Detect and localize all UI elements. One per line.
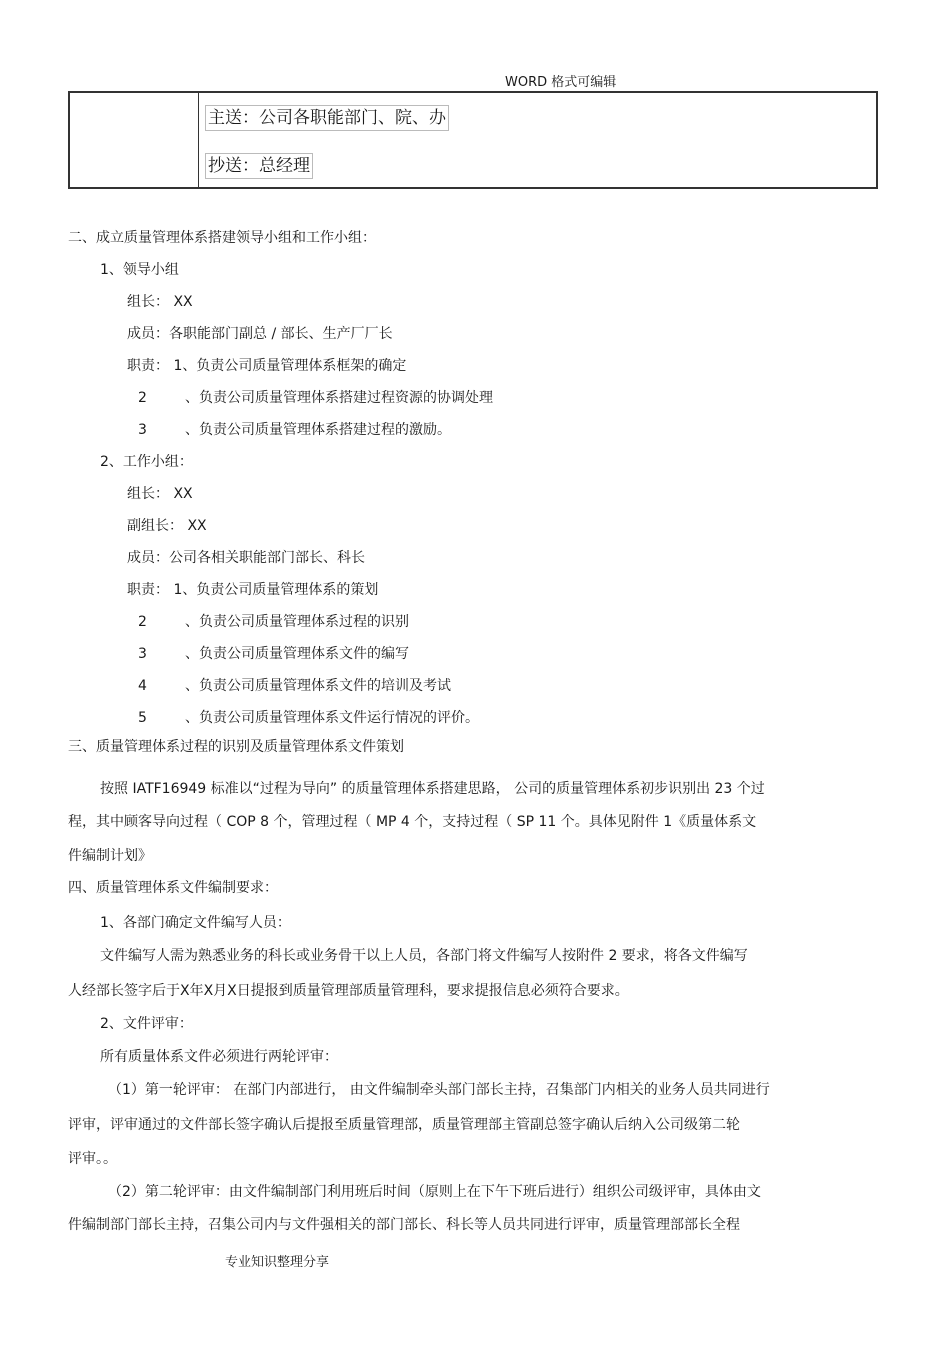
section-3-line-3: 件编制计划》 [68, 848, 152, 864]
work-group-duty-2: 、负责公司质量管理体系过程的识别 [185, 614, 409, 630]
section-4-sub-1-line-2: 人经部长签字后于X年X月X日提报到质量管理部质量管理科，要求提报信息必须符合要求。 [68, 983, 629, 999]
lead-group-duty-2: 、负责公司质量管理体系搭建过程资源的协调处理 [185, 390, 493, 406]
work-group-duty-5-num: 5 [138, 710, 147, 726]
section-4-sub-2: 2、文件评审： [100, 1016, 193, 1032]
work-group-duty-4-num: 4 [138, 678, 147, 694]
section-3-line-1: 按照 IATF16949 标准以“过程为导向” 的质量管理体系搭建思路， 公司的质量管理体系初步识别出 23 个过 [100, 781, 765, 797]
section-4-title: 四、质量管理体系文件编制要求： [68, 880, 278, 896]
table-divider [198, 93, 199, 187]
section-3-title: 三、质量管理体系过程的识别及质量管理体系文件策划 [68, 739, 404, 755]
distribution-table [68, 91, 878, 189]
lead-group-duty-3-num: 3 [138, 422, 147, 438]
work-group-duty-2-num: 2 [138, 614, 147, 630]
work-group-deputy: 副组长： XX [127, 518, 207, 534]
lead-group-members: 成员：各职能部门副总 / 部长、生产厂厂长 [127, 326, 393, 342]
work-group-leader: 组长： XX [127, 486, 193, 502]
copy-to: 抄送：总经理 [205, 153, 313, 179]
page-footer: 专业知识整理分享 [225, 1255, 330, 1270]
send-to: 主送：公司各职能部门、院、办 [205, 105, 449, 131]
review-round-1-line-1: （1）第一轮评审： 在部门内部进行， 由文件编制牵头部门部长主持，召集部门内相关的业务人员共同进行 [108, 1082, 770, 1098]
section-2-title: 二、成立质量管理体系搭建领导小组和工作小组： [68, 230, 376, 246]
work-group-title: 2、工作小组： [100, 454, 193, 470]
review-round-1-line-2: 评审，评审通过的文件部长签字确认后提报至质量管理部，质量管理部主管副总签字确认后纳入公司级第二轮 [68, 1117, 740, 1133]
lead-group-leader: 组长： XX [127, 294, 193, 310]
work-group-duty-1: 职责： 1、负责公司质量管理体系的策划 [127, 582, 379, 598]
work-group-duty-3: 、负责公司质量管理体系文件的编写 [185, 646, 409, 662]
section-4-sub-1-line-1: 文件编写人需为熟悉业务的科长或业务骨干以上人员，各部门将文件编写人按附件 2 要求，将各文件编写 [100, 948, 748, 964]
section-4-sub-1: 1、各部门确定文件编写人员： [100, 915, 291, 931]
lead-group-title: 1、领导小组 [100, 262, 179, 278]
lead-group-duty-3: 、负责公司质量管理体系搭建过程的激励。 [185, 422, 451, 438]
work-group-duty-3-num: 3 [138, 646, 147, 662]
review-round-2-line-2: 件编制部门部长主持，召集公司内与文件强相关的部门部长、科长等人员共同进行评审，质量管理部部长全程 [68, 1217, 740, 1233]
work-group-duty-4: 、负责公司质量管理体系文件的培训及考试 [185, 678, 451, 694]
lead-group-duty-2-num: 2 [138, 390, 147, 406]
review-round-2-line-1: （2）第二轮评审：由文件编制部门利用班后时间（原则上在下午下班后进行）组织公司级评审，具体由文 [108, 1184, 761, 1200]
page-header: WORD 格式可编辑 [505, 75, 617, 90]
review-round-1-line-3: 评审。。 [68, 1151, 117, 1167]
section-3-line-2: 程，其中顾客导向过程（ COP 8 个，管理过程（ MP 4 个，支持过程（ SP 11 个。具体见附件 1《质量体系文 [68, 814, 757, 830]
work-group-duty-5: 、负责公司质量管理体系文件运行情况的评价。 [185, 710, 479, 726]
section-4-sub-2-intro: 所有质量体系文件必须进行两轮评审： [100, 1049, 338, 1065]
lead-group-duty-1: 职责： 1、负责公司质量管理体系框架的确定 [127, 358, 407, 374]
work-group-members: 成员：公司各相关职能部门部长、科长 [127, 550, 365, 566]
